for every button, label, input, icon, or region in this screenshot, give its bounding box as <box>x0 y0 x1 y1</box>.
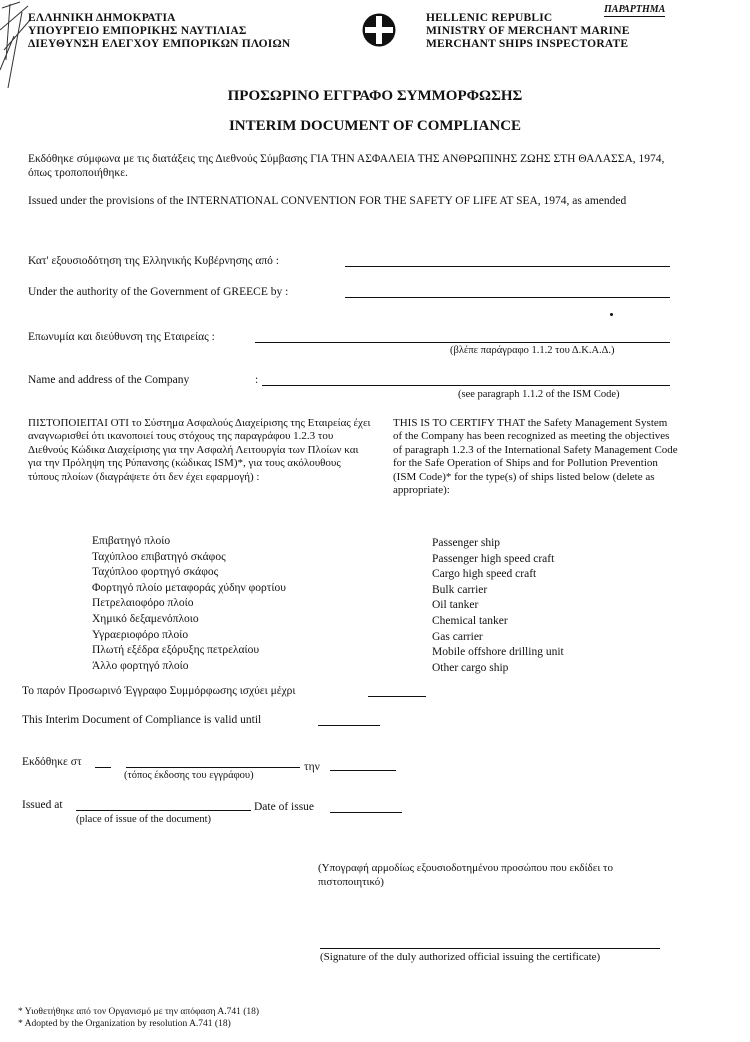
company-english-field[interactable] <box>262 385 670 386</box>
list-item[interactable]: Φορτηγό πλοίο μεταφοράς χύδην φορτίου <box>92 581 286 594</box>
header-left <box>28 12 290 51</box>
certify-english: THIS IS TO CERTIFY THAT the Safety Management System of the Company has been recognized as meeting the objectives of paragraph 1.2.3 of the International Safety Management Code for the Safe Operation of Ships and for Pollution Prevention (ISM Code)* for the type(s) of ships listed below (delete as appropriate): <box>393 417 678 497</box>
company-greek-label: Επωνυμία και διεύθυνση της Εταιρείας : <box>28 331 215 343</box>
list-item[interactable]: Oil tanker <box>432 599 479 612</box>
issue-place-english-label: Issued at <box>22 799 63 811</box>
issue-place-english-note: (place of issue of the document) <box>76 814 211 825</box>
validity-greek-label: Το παρόν Προσωρινό Έγγραφο Συμμόρφωσης ισχύει μέχρι <box>22 685 296 697</box>
list-item[interactable]: Άλλο φορτηγό πλοίο <box>92 659 189 672</box>
company-english-label: Name and address of the Company <box>28 374 190 386</box>
issue-place-greek-suffix-field[interactable] <box>95 767 111 768</box>
list-item[interactable]: Ταχύπλοο φορτηγό σκάφος <box>92 566 219 579</box>
footnote-greek: * Υιοθετήθηκε από τον Οργανισμό με την απόφαση Α.741 (18) <box>18 1007 260 1017</box>
list-item[interactable]: Mobile offshore drilling unit <box>432 646 564 659</box>
validity-english-field[interactable] <box>318 725 380 726</box>
issue-date-greek-field[interactable] <box>330 770 396 771</box>
title-english: INTERIM DOCUMENT OF COMPLIANCE <box>228 118 522 134</box>
validity-english-label: This Interim Document of Compliance is valid until <box>22 714 262 726</box>
authority-greek-label: Κατ' εξουσιοδότηση της Ελληνικής Κυβέρνησης από : <box>28 255 279 267</box>
list-item[interactable]: Chemical tanker <box>432 614 508 627</box>
list-item[interactable]: Passenger ship <box>432 537 501 549</box>
list-item[interactable]: Other cargo ship <box>432 661 509 674</box>
footnote-english: * Adopted by the Organization by resolution A.741 (18) <box>18 1019 231 1029</box>
issued-english: Issued under the provisions of the INTERNATIONAL CONVENTION FOR THE SAFETY OF LIFE AT SEA, 1974, as amended <box>28 195 627 207</box>
ship-types-greek <box>92 534 286 674</box>
list-item[interactable]: Gas carrier <box>432 630 483 643</box>
issue-place-greek-field[interactable] <box>126 767 300 768</box>
list-item[interactable]: Ταχύπλοο επιβατηγό σκάφος <box>92 550 226 563</box>
validity-greek-field[interactable] <box>368 696 426 697</box>
list-item[interactable]: Πετρελαιοφόρο πλοίο <box>92 597 194 610</box>
issue-place-greek-note: (τόπος έκδοσης του εγγράφου) <box>124 770 254 781</box>
header-left-line-2: ΥΠΟΥΡΓΕΙΟ ΕΜΠΟΡΙΚΗΣ ΝΑΥΤΙΛΙΑΣ <box>28 25 247 37</box>
company-greek-field[interactable] <box>255 342 670 343</box>
issue-place-greek-label: Εκδόθηκε στ <box>22 756 82 768</box>
signature-field[interactable] <box>320 948 660 949</box>
list-item[interactable]: Passenger high speed craft <box>432 552 555 565</box>
list-item[interactable]: Χημικό δεξαμενόπλοιο <box>92 612 199 625</box>
list-item[interactable]: Bulk carrier <box>432 583 488 596</box>
issue-date-english-field[interactable] <box>330 812 402 813</box>
header-left-line-3: ΔΙΕΥΘΥΝΣΗ ΕΛΕΓΧΟΥ ΕΜΠΟΡΙΚΩΝ ΠΛΟΙΩΝ <box>28 38 291 50</box>
issue-date-english-label: Date of issue <box>254 801 315 813</box>
issue-place-english-field[interactable] <box>76 810 251 811</box>
title-greek: ΠΡΟΣΩΡΙΝΟ ΕΓΓΡΑΦΟ ΣΥΜΜΟΡΦΩΣΗΣ <box>227 88 523 104</box>
header-right-line-2: MINISTRY OF MERCHANT MARINE <box>426 25 630 37</box>
signature-english: (Signature of the duly authorized official issuing the certificate) <box>320 951 601 963</box>
header-right <box>426 12 630 51</box>
greek-emblem-icon <box>361 12 397 48</box>
header-right-line-3: MERCHANT SHIPS INSPECTORATE <box>426 38 629 50</box>
company-english-colon: : <box>255 374 259 386</box>
scan-dot <box>610 313 613 316</box>
certify-greek: ΠΙΣΤΟΠΟΙΕΙΤΑΙ ΟΤΙ το Σύστημα Ασφαλούς Διαχείρισης της Εταιρείας έχει αναγνωρισθεί ότι ικανοποιεί τους στόχους της παραγράφου 1.2.3 του Διεθνούς Κώδικα Διαχείρισης για την Ασφαλή Λειτουργία των Πλοίων και για την Πρόληψη της Ρύπανσης (κώδικας ISM)*, για τους ακόλουθους τύπους πλοίων (διαγράψετε ότι δεν έχει εφαρμογή) : <box>28 417 371 483</box>
header-right-line-1: HELLENIC REPUBLIC <box>426 12 553 24</box>
authority-english-label: Under the authority of the Government of GREECE by : <box>28 286 289 298</box>
header-left-line-1: ΕΛΛΗΝΙΚΗ ΔΗΜΟΚΡΑΤΙΑ <box>28 12 176 24</box>
authority-greek-field[interactable] <box>345 266 670 267</box>
list-item[interactable]: Υγραεριοφόρο πλοίο <box>92 628 189 641</box>
list-item[interactable]: Επιβατηγό πλοίο <box>92 535 171 547</box>
issue-date-greek-label: την <box>304 761 320 773</box>
company-english-note: (see paragraph 1.1.2 of the ISM Code) <box>458 389 620 400</box>
list-item[interactable]: Πλωτή εξέδρα εξόρυξης πετρελαίου <box>92 644 260 657</box>
authority-english-field[interactable] <box>345 297 670 298</box>
issued-greek: Εκδόθηκε σύμφωνα με τις διατάξεις της Διεθνούς Σύμβασης ΓΙΑ ΤΗΝ ΑΣΦΑΛΕΙΑ ΤΗΣ ΑΝΘΡΩΠΙΝΗΣ ΖΩΗΣ ΣΤΗ ΘΑΛΑΣΣΑ, 1974, όπως τροποποιήθηκε. <box>28 153 665 179</box>
signature-greek: (Υπογραφή αρμοδίως εξουσιοδοτημένου προσώπου που εκδίδει το πιστοποιητικό) <box>318 862 613 888</box>
company-greek-note: (βλέπε παράγραφο 1.1.2 του Δ.Κ.Α.Δ.) <box>450 345 615 356</box>
list-item[interactable]: Cargo high speed craft <box>432 568 537 581</box>
annex-label: ΠΑΡΑΡΤΗΜΑ <box>604 4 666 15</box>
ship-types-english <box>432 536 564 676</box>
